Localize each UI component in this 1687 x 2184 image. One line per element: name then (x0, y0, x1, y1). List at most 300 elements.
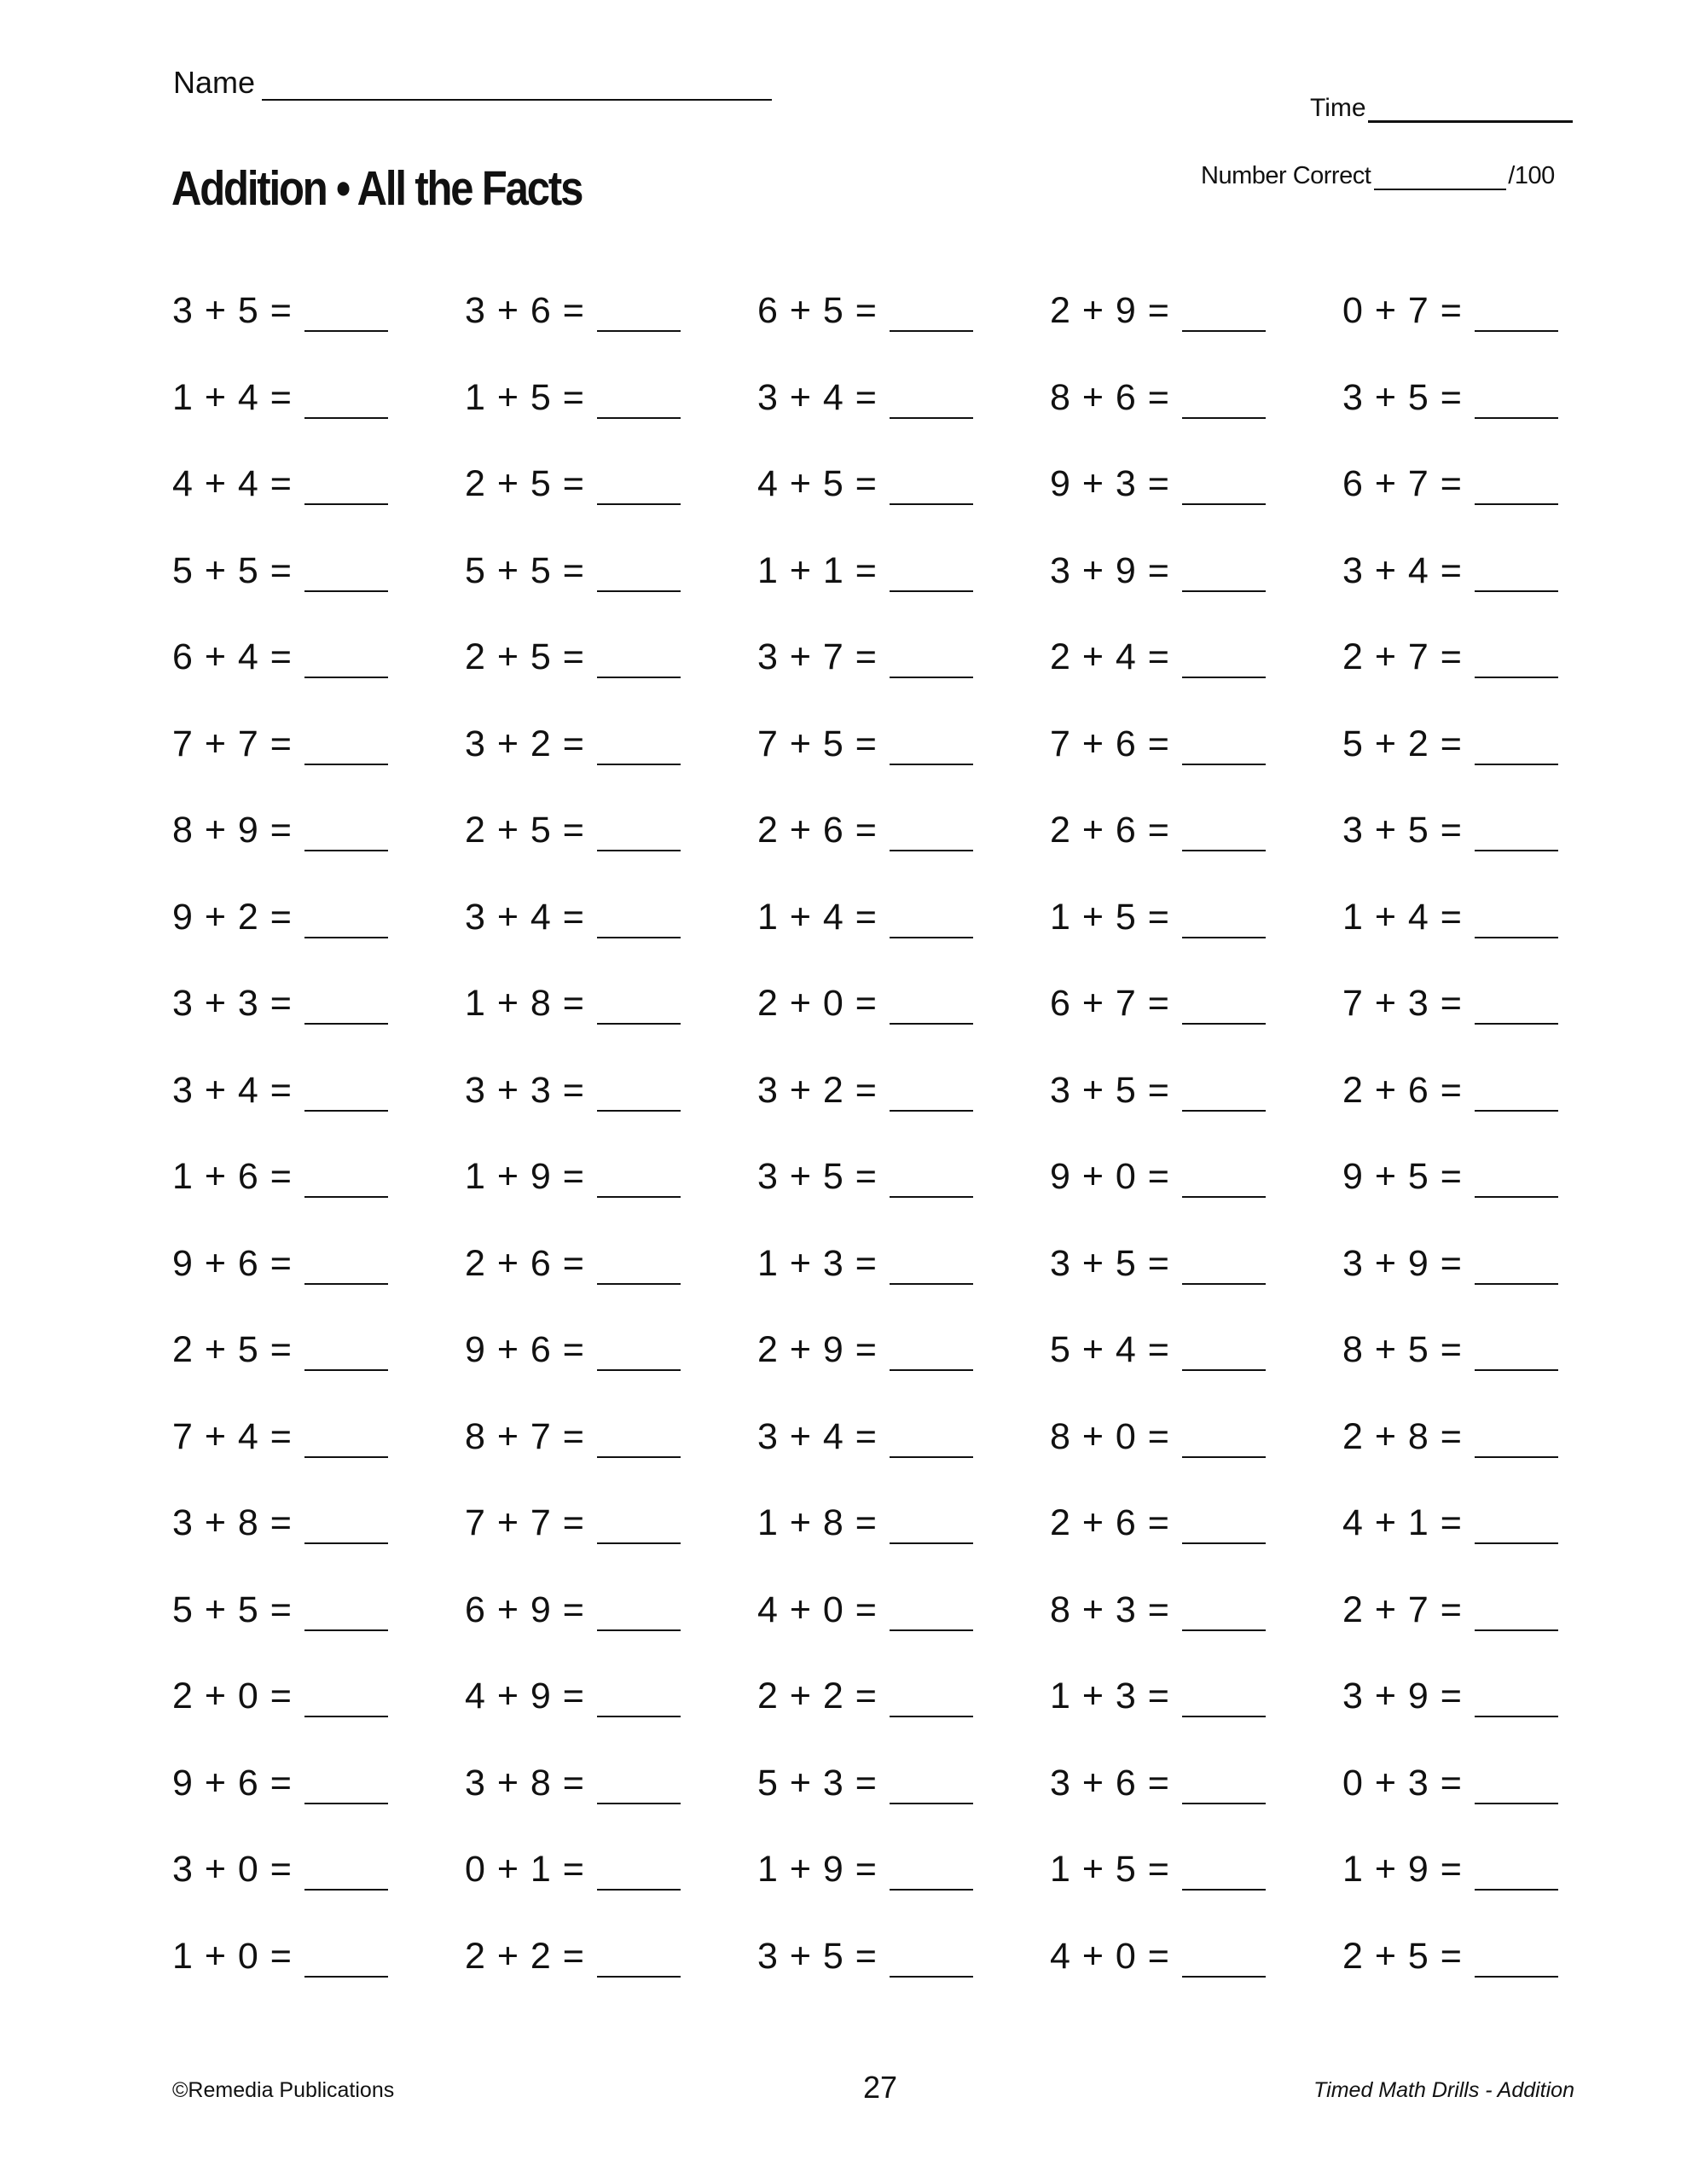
problem-expression: 3 + 3 = (172, 983, 293, 1024)
problem-expression: 8 + 9 = (172, 810, 293, 851)
problem-expression: 2 + 6 = (757, 810, 878, 851)
problem-expression: 2 + 5 = (465, 636, 585, 677)
answer-blank[interactable] (597, 1249, 681, 1285)
problem-expression: 2 + 6 = (1050, 810, 1170, 851)
problem-row (172, 1849, 1622, 1908)
answer-blank[interactable] (890, 816, 973, 851)
problem (757, 290, 973, 332)
problem-expression: 7 + 3 = (1342, 983, 1463, 1024)
problem (465, 810, 681, 851)
answer-blank[interactable] (304, 469, 388, 505)
problem-expression: 2 + 6 = (1342, 1069, 1463, 1111)
problem-expression: 0 + 1 = (465, 1849, 585, 1890)
problem (1342, 550, 1558, 592)
problem-expression: 9 + 6 = (172, 1762, 293, 1804)
problem-expression: 3 + 6 = (1050, 1762, 1170, 1804)
answer-blank[interactable] (890, 1162, 973, 1198)
problem-expression: 3 + 4 = (757, 1415, 878, 1457)
answer-blank[interactable] (1182, 1682, 1266, 1717)
answer-blank[interactable] (1182, 1422, 1266, 1458)
problem (757, 1070, 973, 1112)
problem (1342, 463, 1558, 505)
answer-blank[interactable] (1182, 1855, 1266, 1891)
problem-expression: 2 + 5 = (465, 463, 585, 504)
problem (1342, 810, 1558, 851)
problem-expression: 6 + 4 = (172, 636, 293, 677)
problem-expression: 9 + 6 = (465, 1329, 585, 1370)
problem-expression: 3 + 3 = (465, 1069, 585, 1111)
problem-expression: 7 + 7 = (172, 723, 293, 764)
problem-expression: 1 + 5 = (1050, 896, 1170, 938)
problem-expression: 2 + 8 = (1342, 1415, 1463, 1457)
problem-expression: 1 + 4 = (757, 896, 878, 938)
problem-expression: 3 + 8 = (465, 1762, 585, 1804)
problem-row (172, 1936, 1622, 1995)
problem-expression: 3 + 4 = (465, 896, 585, 938)
answer-blank[interactable] (597, 296, 681, 332)
answer-blank[interactable] (597, 1595, 681, 1631)
answer-blank[interactable] (1182, 1249, 1266, 1285)
problem-expression: 0 + 3 = (1342, 1762, 1463, 1804)
problem-expression: 5 + 5 = (172, 1589, 293, 1630)
problem (757, 810, 973, 851)
problem (757, 1243, 973, 1285)
answer-blank[interactable] (1182, 816, 1266, 851)
answer-blank[interactable] (304, 903, 388, 938)
problem-expression: 8 + 3 = (1050, 1589, 1170, 1630)
problem-expression: 3 + 4 = (1342, 549, 1463, 591)
answer-blank[interactable] (304, 642, 388, 678)
page-title: Addition • All the Facts (171, 161, 583, 216)
problem (1050, 1589, 1266, 1631)
problem-expression: 7 + 5 = (757, 723, 878, 764)
problem-expression: 5 + 5 = (172, 549, 293, 591)
answer-blank[interactable] (304, 729, 388, 765)
problem-expression: 2 + 4 = (1050, 636, 1170, 677)
problem (465, 983, 681, 1025)
problem-expression: 7 + 7 = (465, 1502, 585, 1543)
number-correct-blank[interactable] (1374, 163, 1506, 190)
answer-blank[interactable] (1182, 903, 1266, 938)
problem-expression: 3 + 5 = (757, 1935, 878, 1977)
problem-expression: 3 + 5 = (1050, 1069, 1170, 1111)
problem-expression: 1 + 3 = (757, 1242, 878, 1284)
answer-blank[interactable] (890, 556, 973, 592)
answer-blank[interactable] (304, 1249, 388, 1285)
problem-expression: 8 + 5 = (1342, 1329, 1463, 1370)
problem (1050, 1676, 1266, 1717)
problem-expression: 3 + 0 = (172, 1849, 293, 1890)
problem (465, 1849, 681, 1891)
answer-blank[interactable] (890, 1595, 973, 1631)
answer-blank[interactable] (1182, 556, 1266, 592)
answer-blank[interactable] (304, 1855, 388, 1891)
answer-blank[interactable] (1475, 989, 1558, 1025)
problem (1342, 1589, 1558, 1631)
problem (757, 983, 973, 1025)
problem-expression: 2 + 0 = (757, 983, 878, 1024)
answer-blank[interactable] (597, 1076, 681, 1112)
problem (465, 1416, 681, 1458)
problem-expression: 3 + 5 = (1050, 1242, 1170, 1284)
answer-blank[interactable] (1475, 1162, 1558, 1198)
problem-row (172, 1329, 1622, 1389)
answer-blank[interactable] (597, 989, 681, 1025)
problem-expression: 1 + 9 = (1342, 1849, 1463, 1890)
problem-row (172, 1070, 1622, 1130)
answer-blank[interactable] (1475, 296, 1558, 332)
problem-expression: 4 + 4 = (172, 463, 293, 504)
answer-blank[interactable] (597, 469, 681, 505)
problem (1342, 1329, 1558, 1371)
problem-expression: 9 + 5 = (1342, 1156, 1463, 1197)
problem (172, 1416, 388, 1458)
problem (172, 290, 388, 332)
problem (465, 1589, 681, 1631)
answer-blank[interactable] (597, 1162, 681, 1198)
problem-expression: 1 + 5 = (1050, 1849, 1170, 1890)
footer-publisher: ©Remedia Publications (172, 2078, 395, 2102)
answer-blank[interactable] (1475, 816, 1558, 851)
problem-expression: 5 + 3 = (757, 1762, 878, 1804)
problem (172, 377, 388, 419)
time-blank[interactable] (1368, 95, 1573, 123)
problem (1050, 1849, 1266, 1891)
problem (172, 1589, 388, 1631)
problem-expression: 9 + 2 = (172, 896, 293, 938)
problem (465, 1502, 681, 1544)
problem (757, 1329, 973, 1371)
answer-blank[interactable] (304, 1076, 388, 1112)
problem-expression: 2 + 0 = (172, 1676, 293, 1716)
answer-blank[interactable] (1475, 1942, 1558, 1978)
problem (1342, 1849, 1558, 1891)
answer-blank[interactable] (1475, 1335, 1558, 1371)
answer-blank[interactable] (1475, 1769, 1558, 1804)
answer-blank[interactable] (890, 469, 973, 505)
name-label: Name (173, 65, 256, 100)
answer-blank[interactable] (1475, 642, 1558, 678)
answer-blank[interactable] (304, 1682, 388, 1717)
problem (1050, 636, 1266, 678)
answer-blank[interactable] (304, 1595, 388, 1631)
answer-blank[interactable] (1475, 1508, 1558, 1544)
answer-blank[interactable] (1475, 903, 1558, 938)
problem (172, 1849, 388, 1891)
answer-blank[interactable] (597, 816, 681, 851)
problem (465, 1156, 681, 1198)
footer-page-number: 27 (863, 2070, 898, 2105)
problem (465, 897, 681, 938)
problem-row (172, 810, 1622, 869)
problem (1342, 636, 1558, 678)
answer-blank[interactable] (597, 1422, 681, 1458)
problem (1342, 290, 1558, 332)
answer-blank[interactable] (304, 556, 388, 592)
problem-expression: 9 + 6 = (172, 1242, 293, 1284)
problem (757, 463, 973, 505)
problem-expression: 1 + 6 = (172, 1156, 293, 1197)
problem (465, 290, 681, 332)
answer-blank[interactable] (1182, 642, 1266, 678)
answer-blank[interactable] (1475, 556, 1558, 592)
answer-blank[interactable] (597, 556, 681, 592)
problem-row (172, 1243, 1622, 1303)
problem (465, 1329, 681, 1371)
problem-expression: 2 + 2 = (757, 1676, 878, 1716)
problem-row (172, 463, 1622, 523)
answer-blank[interactable] (890, 729, 973, 765)
problem (757, 1849, 973, 1891)
problem-expression: 4 + 9 = (465, 1676, 585, 1716)
problem-row (172, 1763, 1622, 1822)
problem (172, 897, 388, 938)
answer-blank[interactable] (1182, 1595, 1266, 1631)
problem-expression: 2 + 2 = (465, 1935, 585, 1977)
problem (172, 463, 388, 505)
problem (1050, 1502, 1266, 1544)
answer-blank[interactable] (1182, 1769, 1266, 1804)
problem-expression: 2 + 5 = (465, 810, 585, 851)
problem-expression: 3 + 8 = (172, 1502, 293, 1543)
problem (172, 1156, 388, 1198)
problem-expression: 0 + 7 = (1342, 290, 1463, 331)
problem-expression: 1 + 5 = (465, 376, 585, 418)
problem-expression: 6 + 7 = (1342, 463, 1463, 504)
problem-expression: 2 + 9 = (1050, 290, 1170, 331)
problem (1050, 550, 1266, 592)
problem (757, 897, 973, 938)
problem (172, 1502, 388, 1544)
problem (1050, 463, 1266, 505)
problem (757, 636, 973, 678)
answer-blank[interactable] (597, 383, 681, 419)
answer-blank[interactable] (597, 642, 681, 678)
problem (465, 636, 681, 678)
answer-blank[interactable] (1182, 729, 1266, 765)
problem (172, 983, 388, 1025)
problem-expression: 9 + 3 = (1050, 463, 1170, 504)
problem-expression: 4 + 0 = (1050, 1935, 1170, 1977)
answer-blank[interactable] (597, 1942, 681, 1978)
problem-expression: 4 + 1 = (1342, 1502, 1463, 1543)
problem (465, 377, 681, 419)
problem (1050, 723, 1266, 765)
problem-row (172, 636, 1622, 696)
answer-blank[interactable] (1475, 1855, 1558, 1891)
answer-blank[interactable] (304, 1508, 388, 1544)
problem (1050, 1243, 1266, 1285)
answer-blank[interactable] (1182, 1076, 1266, 1112)
problem-expression: 2 + 6 = (465, 1242, 585, 1284)
problem (757, 1502, 973, 1544)
answer-blank[interactable] (890, 1076, 973, 1112)
problem-expression: 1 + 3 = (1050, 1676, 1170, 1716)
answer-blank[interactable] (597, 903, 681, 938)
problem (757, 1763, 973, 1804)
problem-expression: 3 + 5 = (1342, 810, 1463, 851)
problem (757, 377, 973, 419)
answer-blank[interactable] (1182, 1335, 1266, 1371)
problem (1342, 1243, 1558, 1285)
answer-blank[interactable] (1475, 729, 1558, 765)
answer-blank[interactable] (304, 296, 388, 332)
problem (1050, 1763, 1266, 1804)
problem (1050, 1156, 1266, 1198)
problem-expression: 2 + 7 = (1342, 1589, 1463, 1630)
answer-blank[interactable] (890, 296, 973, 332)
number-correct-total: /100 (1508, 162, 1555, 189)
answer-blank[interactable] (1475, 1249, 1558, 1285)
answer-blank[interactable] (304, 1162, 388, 1198)
problem-row (172, 1676, 1622, 1735)
number-correct-field[interactable] (1201, 162, 1555, 190)
answer-blank[interactable] (1182, 1162, 1266, 1198)
problem-expression: 3 + 9 = (1342, 1242, 1463, 1284)
answer-blank[interactable] (1475, 1595, 1558, 1631)
problem-expression: 2 + 5 = (172, 1329, 293, 1370)
answer-blank[interactable] (304, 1769, 388, 1804)
problem (1342, 1502, 1558, 1544)
answer-blank[interactable] (304, 1335, 388, 1371)
answer-blank[interactable] (304, 383, 388, 419)
problem-expression: 1 + 9 = (465, 1156, 585, 1197)
problem (1050, 290, 1266, 332)
answer-blank[interactable] (304, 1942, 388, 1978)
problem (172, 636, 388, 678)
answer-blank[interactable] (890, 1508, 973, 1544)
answer-blank[interactable] (890, 383, 973, 419)
problem-expression: 3 + 9 = (1050, 549, 1170, 591)
problem (1342, 1416, 1558, 1458)
problem (1050, 1329, 1266, 1371)
problem (172, 550, 388, 592)
problem (1342, 983, 1558, 1025)
answer-blank[interactable] (890, 1769, 973, 1804)
footer-book-title: Timed Math Drills - Addition (1313, 2078, 1574, 2102)
problem (465, 550, 681, 592)
problem-row (172, 1416, 1622, 1476)
problem-expression: 2 + 7 = (1342, 636, 1463, 677)
problem-expression: 3 + 5 = (172, 290, 293, 331)
answer-blank[interactable] (890, 1422, 973, 1458)
problem (465, 723, 681, 765)
problem (1050, 810, 1266, 851)
problem (172, 1329, 388, 1371)
problem-expression: 5 + 2 = (1342, 723, 1463, 764)
problem (172, 1936, 388, 1978)
answer-blank[interactable] (890, 1942, 973, 1978)
answer-blank[interactable] (1182, 296, 1266, 332)
problem-row (172, 290, 1622, 350)
answer-blank[interactable] (890, 1682, 973, 1717)
answer-blank[interactable] (597, 1335, 681, 1371)
problem (465, 1676, 681, 1717)
name-blank[interactable] (262, 67, 772, 101)
problem-expression: 3 + 4 = (757, 376, 878, 418)
problem-expression: 4 + 5 = (757, 463, 878, 504)
answer-blank[interactable] (890, 1335, 973, 1371)
problem-expression: 8 + 7 = (465, 1415, 585, 1457)
problem-expression: 4 + 0 = (757, 1589, 878, 1630)
problem-row (172, 1589, 1622, 1649)
problem-expression: 8 + 6 = (1050, 376, 1170, 418)
answer-blank[interactable] (597, 1682, 681, 1717)
answer-blank[interactable] (890, 903, 973, 938)
answer-blank[interactable] (1475, 383, 1558, 419)
answer-blank[interactable] (597, 729, 681, 765)
problem-expression: 8 + 0 = (1050, 1415, 1170, 1457)
answer-blank[interactable] (1182, 1942, 1266, 1978)
name-field[interactable] (173, 65, 772, 101)
problem-row (172, 723, 1622, 783)
problem (172, 1243, 388, 1285)
answer-blank[interactable] (1475, 1422, 1558, 1458)
answer-blank[interactable] (304, 989, 388, 1025)
problem-expression: 2 + 9 = (757, 1329, 878, 1370)
problem-expression: 3 + 2 = (465, 723, 585, 764)
problem-expression: 9 + 0 = (1050, 1156, 1170, 1197)
problem-expression: 5 + 4 = (1050, 1329, 1170, 1370)
problem-expression: 1 + 8 = (757, 1502, 878, 1543)
problem-expression: 6 + 5 = (757, 290, 878, 331)
problem (1342, 897, 1558, 938)
problem (757, 1936, 973, 1978)
problem-expression: 1 + 4 = (1342, 896, 1463, 938)
problem (1050, 1070, 1266, 1112)
problem (1342, 1936, 1558, 1978)
answer-blank[interactable] (597, 1508, 681, 1544)
answer-blank[interactable] (890, 989, 973, 1025)
problem (757, 1156, 973, 1198)
problem-expression: 7 + 4 = (172, 1415, 293, 1457)
answer-blank[interactable] (597, 1769, 681, 1804)
problem (1342, 723, 1558, 765)
problem-row (172, 1502, 1622, 1562)
answer-blank[interactable] (1182, 1508, 1266, 1544)
answer-blank[interactable] (1182, 469, 1266, 505)
problem (1342, 377, 1558, 419)
problem-expression: 3 + 2 = (757, 1069, 878, 1111)
problem (757, 1676, 973, 1717)
answer-blank[interactable] (597, 1855, 681, 1891)
answer-blank[interactable] (1182, 989, 1266, 1025)
time-label: Time (1310, 94, 1366, 122)
answer-blank[interactable] (1475, 1682, 1558, 1717)
problem-expression: 2 + 5 = (1342, 1935, 1463, 1977)
problem-row (172, 377, 1622, 437)
answer-blank[interactable] (890, 642, 973, 678)
problem-expression: 1 + 1 = (757, 549, 878, 591)
answer-blank[interactable] (304, 816, 388, 851)
problem-expression: 1 + 0 = (172, 1935, 293, 1977)
problem-row (172, 983, 1622, 1043)
answer-blank[interactable] (1475, 1076, 1558, 1112)
answer-blank[interactable] (890, 1249, 973, 1285)
answer-blank[interactable] (1475, 469, 1558, 505)
answer-blank[interactable] (890, 1855, 973, 1891)
problem-expression: 1 + 4 = (172, 376, 293, 418)
problem (465, 1243, 681, 1285)
problem (1342, 1763, 1558, 1804)
time-field[interactable] (1310, 94, 1573, 123)
answer-blank[interactable] (1182, 383, 1266, 419)
answer-blank[interactable] (304, 1422, 388, 1458)
problem-expression: 3 + 4 = (172, 1069, 293, 1111)
problem (1342, 1070, 1558, 1112)
problem-expression: 3 + 6 = (465, 290, 585, 331)
problem-expression: 6 + 7 = (1050, 983, 1170, 1024)
